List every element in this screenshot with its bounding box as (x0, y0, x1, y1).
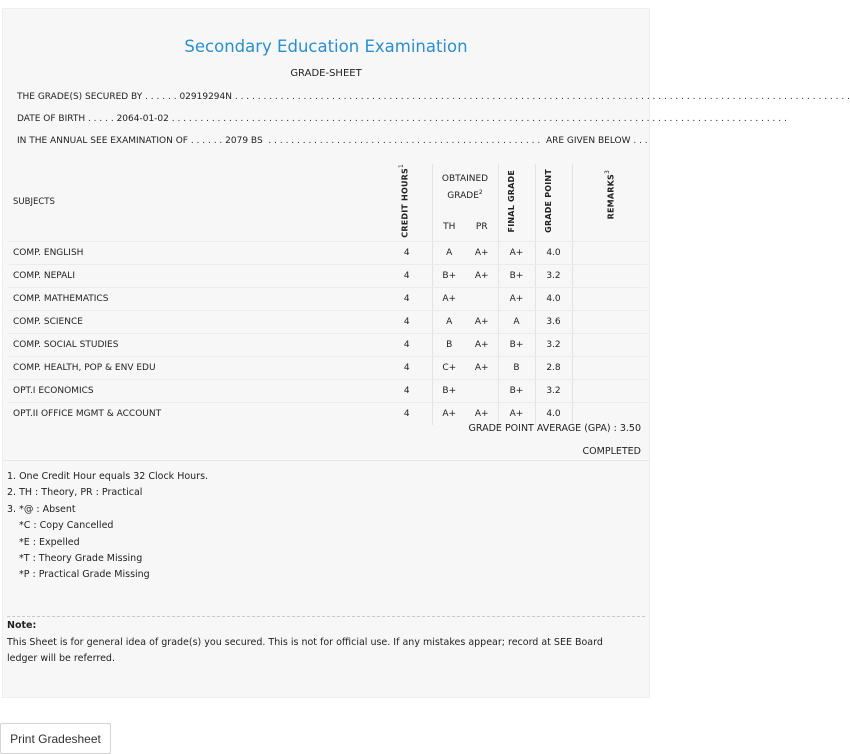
grade-sheet-panel (2, 8, 850, 698)
theory-grade: C+ (432, 356, 466, 379)
grades-table (7, 164, 647, 425)
col-remarks-label: REMARKS (607, 174, 617, 220)
remarks (572, 310, 647, 333)
col-final-label: FINAL GRADE (506, 169, 516, 233)
dob-value: 2064-01-02 (116, 114, 169, 124)
note-title: Note: (7, 620, 37, 631)
theory-grade: A (432, 241, 466, 264)
final-grade: A+ (498, 241, 535, 264)
dashed-divider (7, 616, 645, 617)
theory-grade: A (432, 310, 466, 333)
grade-point: 2.8 (535, 356, 572, 379)
footnote-item: 2. TH : Theory, PR : Practical (7, 487, 143, 499)
col-credit-label: CREDIT HOURS (400, 168, 410, 238)
credit-hours: 4 (382, 287, 432, 310)
gpa-summary: GRADE POINT AVERAGE (GPA) : 3.50 (468, 423, 641, 434)
credit-hours: 4 (382, 379, 432, 402)
credit-hours: 4 (403, 408, 410, 419)
col-obtained-sup: 2 (478, 189, 483, 197)
grade-point: 3.2 (535, 264, 572, 287)
exam-dots: . . . . . . . . . . . . . . . . . . . . . . . . . . . . . . . . . . . . . . . . . . . . . . . . (265, 136, 544, 146)
leader-dots: . . . . . . . . . . . . . . . . . . . . . . . . . . . . . . . . . . . . . . . . . . . . . . . . . . . . . . . . . . . . . . . . . . . . . . . . . . . . . . . . . . . . . . . . . . . . . . . . . . . . . . . . . . . . (234, 92, 850, 102)
exam-year: 2079 BS (225, 136, 263, 146)
remarks (572, 379, 647, 402)
theory-grade: A+ (432, 402, 466, 425)
grade-point: 3.2 (535, 333, 572, 356)
table-row (7, 333, 647, 356)
final-grade: B+ (498, 264, 535, 287)
table-row (7, 264, 647, 287)
subject-name: OPT.II OFFICE MGMT & ACCOUNT (13, 408, 162, 419)
remarks (572, 402, 647, 425)
remarks (572, 356, 647, 379)
subject-name: COMP. HEALTH, POP & ENV EDU (7, 356, 382, 379)
practical-grade (466, 287, 498, 310)
col-th: TH (432, 213, 466, 241)
theory-grade: B+ (432, 264, 466, 287)
col-final-grade (498, 164, 535, 241)
col-grade-point (535, 164, 572, 241)
remarks (572, 287, 647, 310)
practical-grade: A+ (466, 333, 498, 356)
footnote-item: *P : Practical Grade Missing (19, 569, 150, 581)
final-grade: A+ (498, 402, 535, 425)
final-grade: B (498, 356, 535, 379)
footnotes (7, 469, 208, 584)
col-credit-hours (382, 164, 432, 241)
result-status: COMPLETED (582, 446, 641, 457)
symbol-number: 02919294N (179, 92, 232, 102)
col-remarks-sup: 3 (604, 170, 612, 175)
footnote-item: 1. One Credit Hour equals 32 Clock Hours. (7, 471, 209, 482)
practical-grade: A+ (474, 408, 489, 419)
subject-name: OPT.I ECONOMICS (7, 379, 382, 402)
final-grade: A+ (498, 287, 535, 310)
theory-grade: B (432, 333, 466, 356)
note-text: This Sheet is for general idea of grade(s) you secured. This is not for official use. If any mistakes appear; record at SEE Board ledger will be referred. (7, 637, 603, 664)
credit-hours: 4 (382, 241, 432, 264)
subject-name: COMP. ENGLISH (7, 241, 382, 264)
credit-hours: 4 (382, 333, 432, 356)
footnote-item: *C : Copy Cancelled (19, 520, 114, 532)
subject-name: COMP. SCIENCE (7, 310, 382, 333)
exam-line (17, 136, 648, 146)
leader-dots: . . . . . . . . . . . . . . . . . . . . . . . . . . . . . . . . . . . . . . . . . . . . . . . . . . . . . . . . . . . . . . . . . . . . . . . . . . . . . . . . . . . . . . . . . . . . . . . . . . . . . . . . . . . . (171, 114, 787, 124)
remarks (572, 264, 647, 287)
dob-label: DATE OF BIRTH . . . . . (17, 114, 114, 124)
print-gradesheet-button[interactable]: Print Gradesheet (0, 723, 111, 754)
exam-suffix: ARE GIVEN BELOW . . . (545, 136, 648, 146)
subject-name: COMP. MATHEMATICS (7, 287, 382, 310)
subject-name: COMP. NEPALI (7, 264, 382, 287)
theory-grade: A+ (432, 287, 466, 310)
final-grade: B+ (498, 379, 535, 402)
credit-hours: 4 (382, 356, 432, 379)
remarks (572, 333, 647, 356)
footnote-item: 3. *@ : Absent (7, 503, 76, 515)
grade-point: 3.6 (535, 310, 572, 333)
secured-by-label: THE GRADE(S) SECURED BY . . . . . . (17, 92, 177, 102)
practical-grade: A+ (466, 241, 498, 264)
col-subjects: SUBJECTS (7, 164, 382, 241)
table-row (7, 287, 647, 310)
credit-hours: 4 (382, 310, 432, 333)
footnote-item: *E : Expelled (19, 536, 80, 548)
table-row (7, 356, 647, 379)
dob-line (17, 114, 787, 124)
practical-grade: A+ (466, 310, 498, 333)
col-obtained-label: OBTAINED GRADE (441, 174, 489, 202)
practical-grade: A+ (466, 264, 498, 287)
col-remarks (572, 164, 647, 241)
practical-grade: A+ (466, 356, 498, 379)
sheet-subtitle: GRADE-SHEET (290, 68, 362, 79)
final-grade: A (498, 310, 535, 333)
exam-label: IN THE ANNUAL SEE EXAMINATION OF . . . . . . (17, 136, 223, 146)
subject-name: COMP. SOCIAL STUDIES (7, 333, 382, 356)
col-credit-sup: 1 (397, 164, 405, 169)
table-row (7, 241, 647, 264)
section-divider (3, 460, 649, 461)
remarks (572, 241, 647, 264)
footnote-item: *T : Theory Grade Missing (19, 553, 143, 565)
col-pr: PR (466, 213, 498, 241)
grade-point: 3.2 (535, 379, 572, 402)
col-obtained-grade (432, 164, 498, 213)
col-point-label: GRADE POINT (543, 168, 553, 233)
theory-grade: B+ (432, 379, 466, 402)
table-row (7, 310, 647, 333)
final-grade: B+ (498, 333, 535, 356)
table-row (7, 379, 647, 402)
grade-point: 4.0 (535, 287, 572, 310)
grade-point: 4.0 (535, 241, 572, 264)
grade-point: 4.0 (535, 402, 572, 425)
exam-title: Secondary Education Examination (184, 37, 468, 56)
practical-grade (466, 379, 498, 402)
table-row (7, 402, 647, 425)
credit-hours: 4 (382, 264, 432, 287)
secured-by-line (17, 92, 850, 102)
